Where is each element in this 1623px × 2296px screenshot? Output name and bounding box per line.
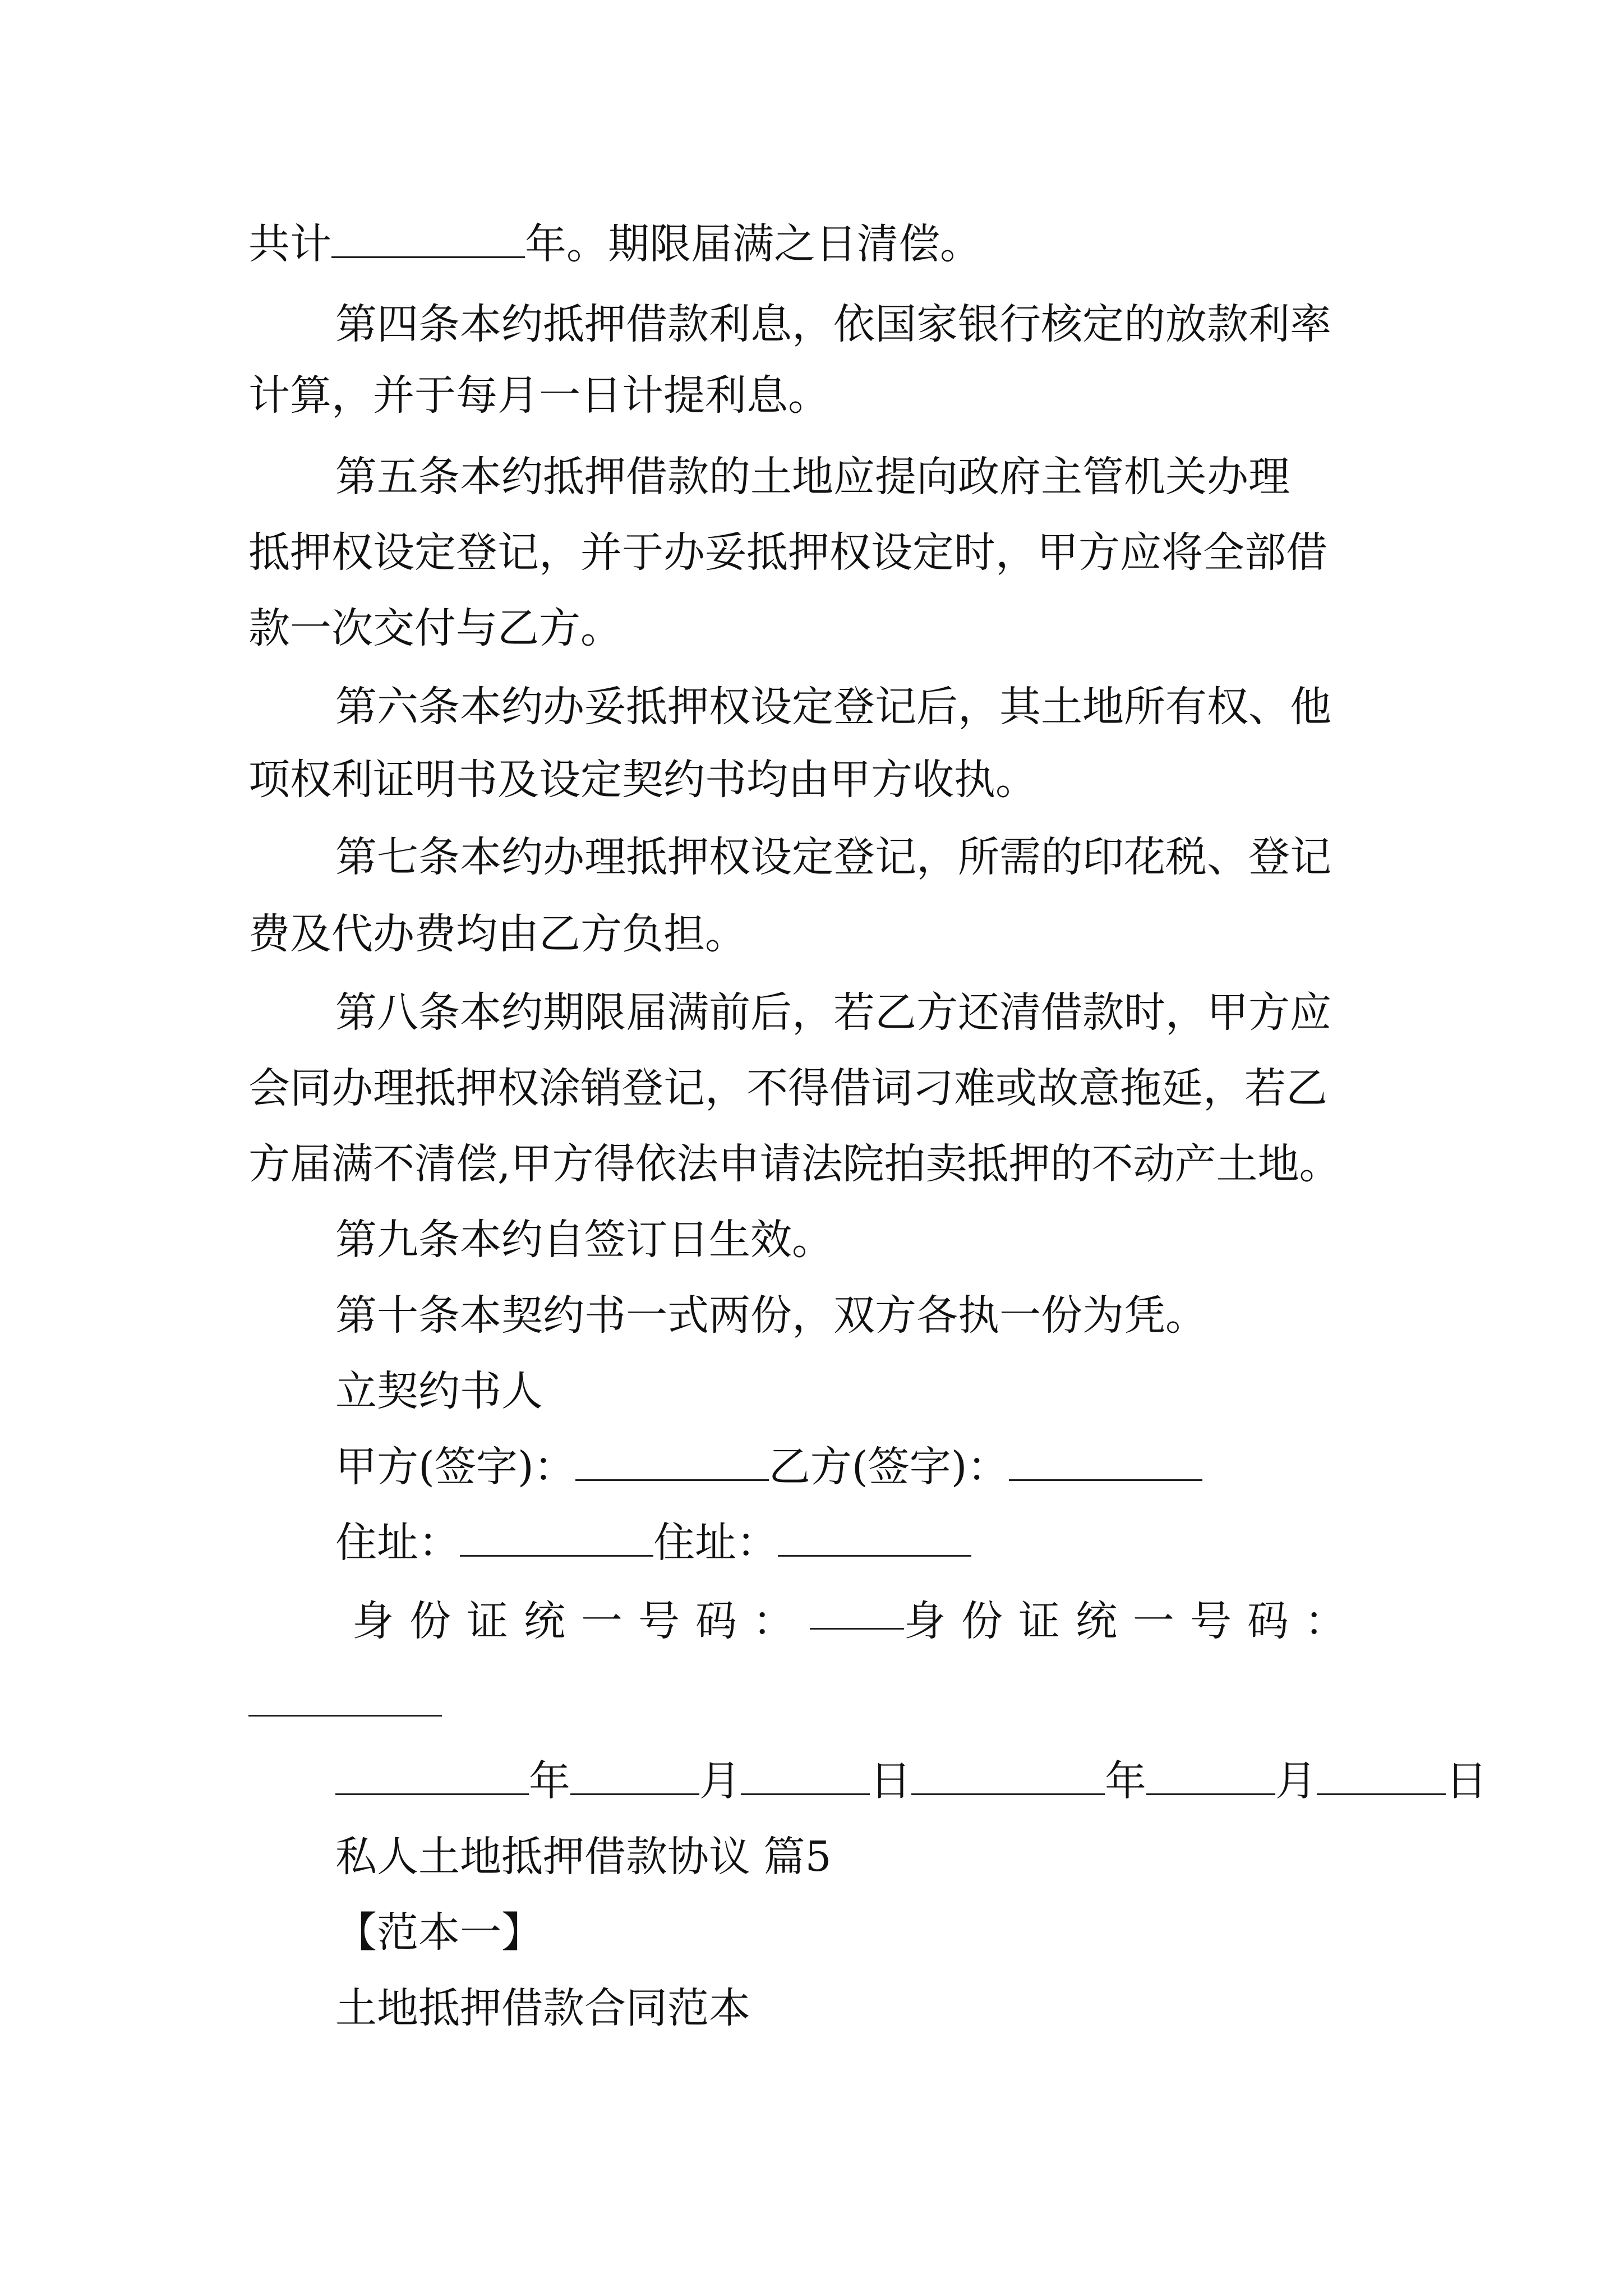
year-blank-a [335, 1759, 529, 1795]
month-blank-a [570, 1759, 699, 1795]
clause-4: 第四条本约抵押借款利息，依国家银行核定的放款利率 [335, 300, 1331, 348]
paragraph-line: 共计 年。期限届满之日清偿。 [248, 220, 981, 268]
month-blank-b [1146, 1759, 1275, 1795]
id-number-line: 身份证统一号码： 身份证统一号码： [352, 1593, 1362, 1649]
signature-line: 甲方(签字)： 乙方(签字)： [335, 1439, 1202, 1495]
sample-label: 【范本一】 [335, 1908, 543, 1957]
clause-8-cont: 会同办理抵押权涂销登记，不得借词刁难或故意拖延，若乙 [248, 1064, 1327, 1112]
signature-blank-b [1009, 1444, 1202, 1481]
clause-7-cont: 费及代办费均由乙方负担。 [248, 910, 746, 958]
clause-5: 第五条本约抵押借款的土地应提向政府主管机关办理 [335, 453, 1290, 501]
signature-blank-a [575, 1444, 769, 1481]
clause-9: 第九条本约自签订日生效。 [335, 1216, 833, 1264]
clause-8-cont: 方届满不清偿,甲方得依法申请法院拍卖抵押的不动产土地。 [248, 1140, 1341, 1188]
id-blank-a [810, 1593, 904, 1630]
clause-4-cont: 计算，并于每月一日计提利息。 [248, 371, 829, 420]
address-line: 住址： 住址： [335, 1515, 971, 1571]
year-blank-b [911, 1759, 1105, 1795]
day-blank-b [1317, 1759, 1446, 1795]
clause-10: 第十条本契约书一式两份，双方各执一份为凭。 [335, 1291, 1207, 1340]
date-line: 年 月 日 年 月 日 [335, 1753, 1487, 1809]
clause-5-cont: 款一次交付与乙方。 [248, 604, 622, 652]
contract-title: 土地抵押借款合同范本 [335, 1984, 750, 2032]
clause-6-cont: 项权利证明书及设定契约书均由甲方收执。 [248, 756, 1037, 804]
signatories-heading: 立契约书人 [335, 1367, 543, 1415]
clause-7: 第七条本约办理抵押权设定登记，所需的印花税、登记 [335, 833, 1331, 881]
blank-years [331, 222, 525, 258]
id-blank-b [248, 1715, 442, 1717]
address-blank-b [778, 1520, 971, 1557]
clause-5-cont: 抵押权设定登记，并于办妥抵押权设定时，甲方应将全部借 [248, 528, 1327, 577]
address-blank-a [460, 1520, 653, 1557]
clause-6: 第六条本约办妥抵押权设定登记后，其土地所有权、他 [335, 683, 1331, 731]
clause-8: 第八条本约期限届满前后，若乙方还清借款时，甲方应 [335, 988, 1331, 1037]
section-heading: 私人土地抵押借款协议 篇5 [335, 1833, 832, 1881]
day-blank-a [741, 1759, 870, 1795]
